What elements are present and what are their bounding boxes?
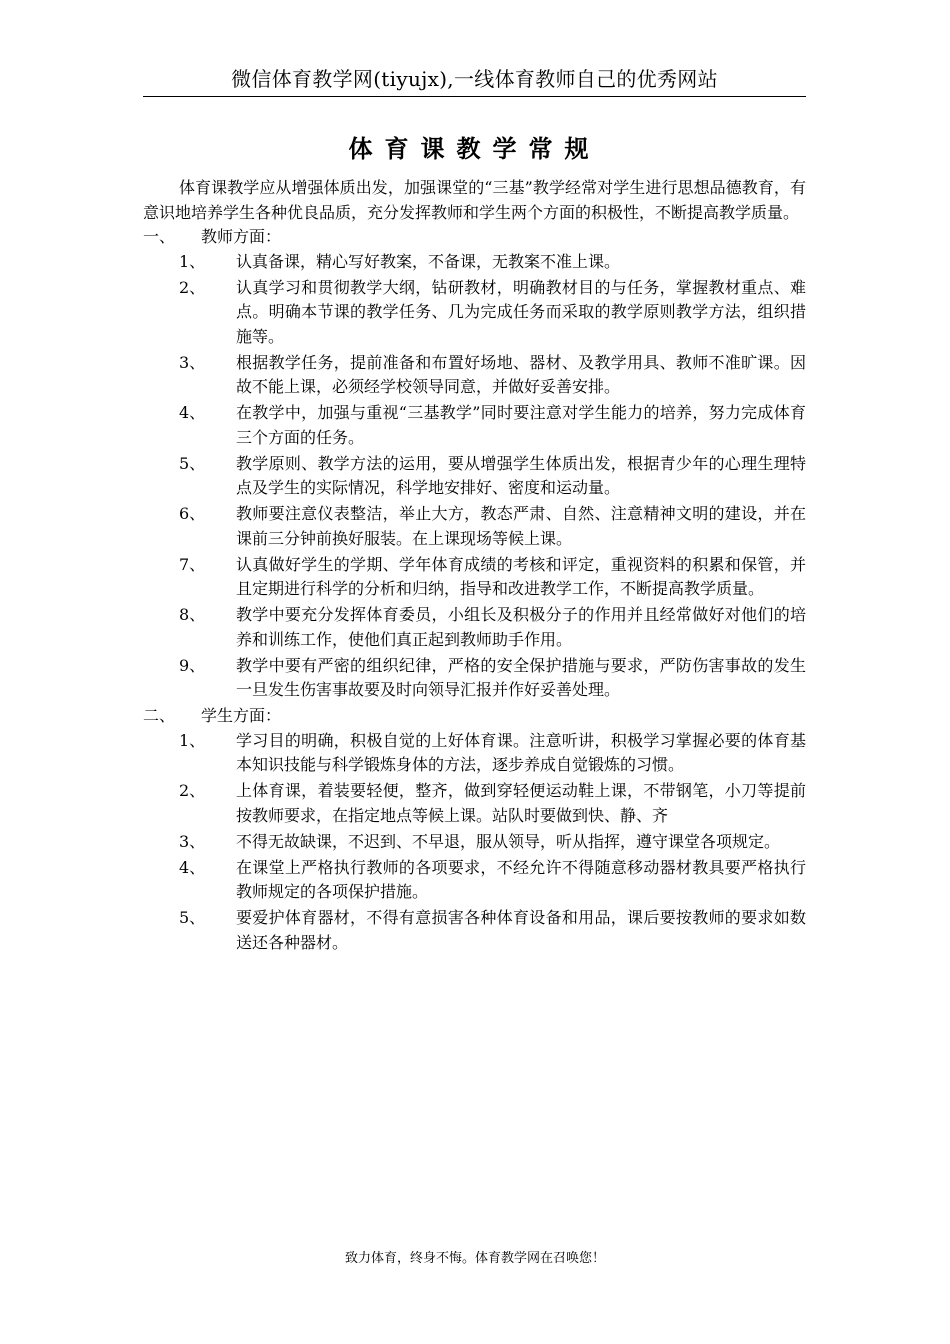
section-heading bbox=[143, 704, 806, 729]
list-item-text: 认真做好学生的学期、学年体育成绩的考核和评定，重视资料的积累和保管，并且定期进行科学的分析和归纳，指导和改进教学工作，不断提高教学质量。 bbox=[236, 554, 806, 598]
list-item-number: 6、 bbox=[179, 504, 206, 523]
section-title: 教师方面： bbox=[201, 227, 282, 246]
section-title: 学生方面： bbox=[201, 706, 282, 725]
list-item-number: 7、 bbox=[179, 554, 206, 574]
list-item bbox=[143, 779, 806, 828]
list-item-text: 教学中要有严密的组织纪律，严格的安全保护措施与要求，严防伤害事故的发生一旦发生伤害事故要及时向领导汇报并作好妥善处理。 bbox=[236, 655, 806, 699]
list-item-text: 教学原则、教学方法的运用，要从增强学生体质出发，根据青少年的心理生理特点及学生的实际情况，科学地安排好、密度和运动量。 bbox=[236, 453, 806, 497]
list-item bbox=[143, 351, 806, 400]
list-item-number: 2、 bbox=[179, 781, 206, 800]
list-item-number: 2、 bbox=[179, 277, 206, 297]
list-item bbox=[143, 729, 806, 778]
page-footer: 致力体育，终身不悔。体育教学网在召唤您！ bbox=[344, 1251, 605, 1266]
list-item bbox=[143, 830, 806, 855]
list-item-number: 3、 bbox=[179, 831, 206, 851]
list-item bbox=[143, 276, 806, 350]
list-item-number: 3、 bbox=[179, 352, 206, 372]
list-item-text: 认真学习和贯彻教学大纲，钻研教材，明确教材目的与任务，掌握教材重点、难点。明确本节课的教学任务、几为完成任务而采取的教学原则教学方法，组织措施等。 bbox=[236, 277, 806, 346]
list-item-number: 8、 bbox=[179, 605, 206, 624]
list-item bbox=[143, 654, 806, 703]
list-item-number: 4、 bbox=[179, 403, 206, 422]
page-header: 微信体育教学网(tiyujx),一线体育教师自己的优秀网站 bbox=[231, 67, 718, 91]
list-item-number: 1、 bbox=[179, 251, 206, 271]
list-item bbox=[143, 250, 806, 275]
list-item-number: 5、 bbox=[179, 908, 206, 927]
list-item bbox=[143, 603, 806, 652]
list-item-text: 在课堂上严格执行教师的各项要求，不经允许不得随意移动器材教具要严格执行教师规定的各项保护措施。 bbox=[236, 857, 806, 901]
section-number: 二、 bbox=[143, 706, 176, 725]
intro-paragraph: 体育课教学应从增强体质出发，加强课堂的“三基”教学经常对学生进行思想品德教育，有意识地培养学生各种优良品质，充分发挥教师和学生两个方面的积极性，不断提高教学质量。 bbox=[143, 178, 806, 222]
list-item-text: 在教学中，加强与重视“三基教学”同时要注意对学生能力的培养，努力完成体育三个方面的任务。 bbox=[236, 403, 806, 447]
list-item bbox=[143, 502, 806, 551]
section-heading bbox=[143, 225, 806, 250]
list-item-number: 4、 bbox=[179, 857, 206, 877]
list-item-text: 要爱护体育器材，不得有意损害各种体育设备和用品，课后要按教师的要求如数送还各种器材。 bbox=[236, 908, 806, 952]
section-number: 一、 bbox=[143, 227, 176, 246]
list-item-number: 1、 bbox=[179, 730, 206, 750]
document-title: 体育课教学常规 bbox=[348, 134, 601, 163]
list-item-number: 5、 bbox=[179, 453, 206, 473]
list-item bbox=[143, 553, 806, 602]
list-item bbox=[143, 452, 806, 501]
list-item bbox=[143, 856, 806, 905]
list-item-text: 教学中要充分发挥体育委员，小组长及积极分子的作用并且经常做好对他们的培养和训练工作，使他们真正起到教师助手作用。 bbox=[236, 605, 806, 649]
header-divider bbox=[143, 96, 806, 97]
list-item-number: 9、 bbox=[179, 655, 206, 675]
list-item-text: 学习目的明确，积极自觉的上好体育课。注意听讲，积极学习掌握必要的体育基本知识技能与科学锻炼身体的方法，逐步养成自觉锻炼的习惯。 bbox=[236, 730, 806, 774]
list-item-text: 教师要注意仪表整洁，举止大方，教态严肃、自然、注意精神文明的建设，并在课前三分钟前换好服装。在上课现场等候上课。 bbox=[236, 504, 806, 548]
list-item-text: 上体育课，着装要轻便，整齐，做到穿轻便运动鞋上课，不带钢笔，小刀等提前按教师要求，在指定地点等候上课。站队时要做到快、静、齐 bbox=[236, 781, 806, 825]
list-item-text: 不得无故缺课，不迟到、不早退，服从领导，听从指挥，遵守课堂各项规定。 bbox=[236, 831, 781, 851]
document-body bbox=[143, 176, 806, 957]
list-item-text: 根据教学任务，提前准备和布置好场地、器材、及教学用具、教师不准旷课。因故不能上课，必须经学校领导同意，并做好妥善安排。 bbox=[236, 352, 806, 396]
list-item-text: 认真备课，精心写好教案，不备课，无教案不准上课。 bbox=[236, 251, 621, 271]
list-item bbox=[143, 906, 806, 955]
list-item bbox=[143, 401, 806, 450]
